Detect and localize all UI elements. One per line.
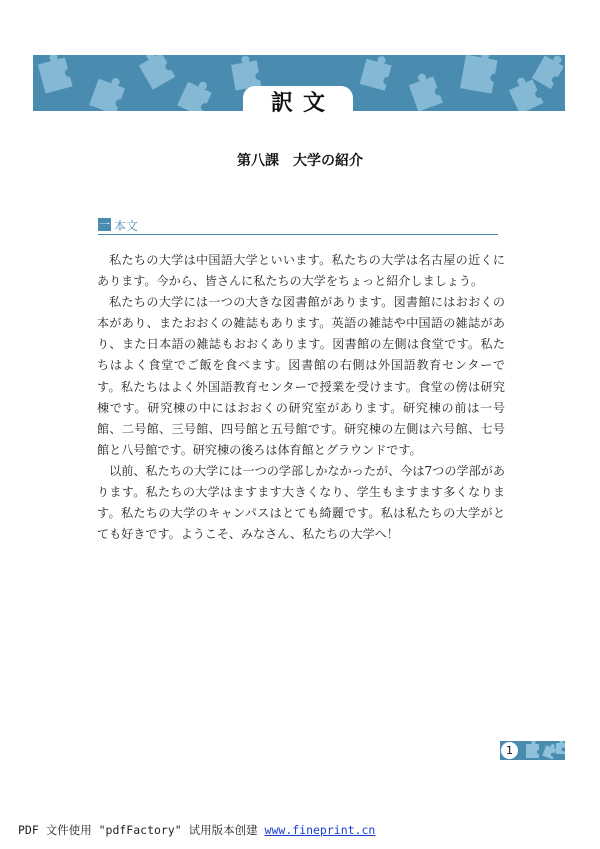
footer-link[interactable]: www.fineprint.cn [264,823,376,837]
paragraph: 私たちの大学は中国語大学といいます。私たちの大学は名古屋の近くにあります。今から、皆さんに私たちの大学をちょっと紹介しましょう。 [97,253,505,289]
paragraph: 以前、私たちの大学には一つの学部しかなかったが、今は7つの学部があります。私たちの大学はますます大きくなり、学生もますます多くなります。私たちの大学のキャンパスはとても綺麗です。私は私たちの大学がとても好きです。ようこそ、みなさん、私たちの大学へ！ [97,463,505,542]
page-number: 1 [500,741,519,760]
body-text [97,250,505,545]
footer [18,822,375,838]
lesson-title: 第八課 大学の紹介 [237,153,363,169]
page-title [243,86,353,116]
paragraph: 私たちの大学には一つの大きな図書館があります。図書館にはおおくの本があり、またおおくの雑誌もあります。英語の雑誌や中国語の雑誌があり、また日本語の雑誌もおおくあります。図書館の左側は食堂です。私たちはよく食堂でご飯を食べます。図書館の右側は外国語教育センターです。私たちはよく外国語教育センターで授業を受けます。食堂の傍は研究棟です。研究棟の中にはおおくの研究室があります。研究棟の前は一号館、二号館、三号館、四号館と五号館です。研究棟の左側は六号館、七号館と八号館です。研究棟の後ろは体育館とグラウンドです。 [97,295,505,457]
section-label: 本文 [114,219,139,233]
page-title-text: 訳文 [270,90,335,116]
section-heading [98,218,498,235]
section-number-badge: 一 [99,218,110,231]
footer-text: PDF 文件使用 "pdfFactory" 试用版本创建 [18,823,265,837]
